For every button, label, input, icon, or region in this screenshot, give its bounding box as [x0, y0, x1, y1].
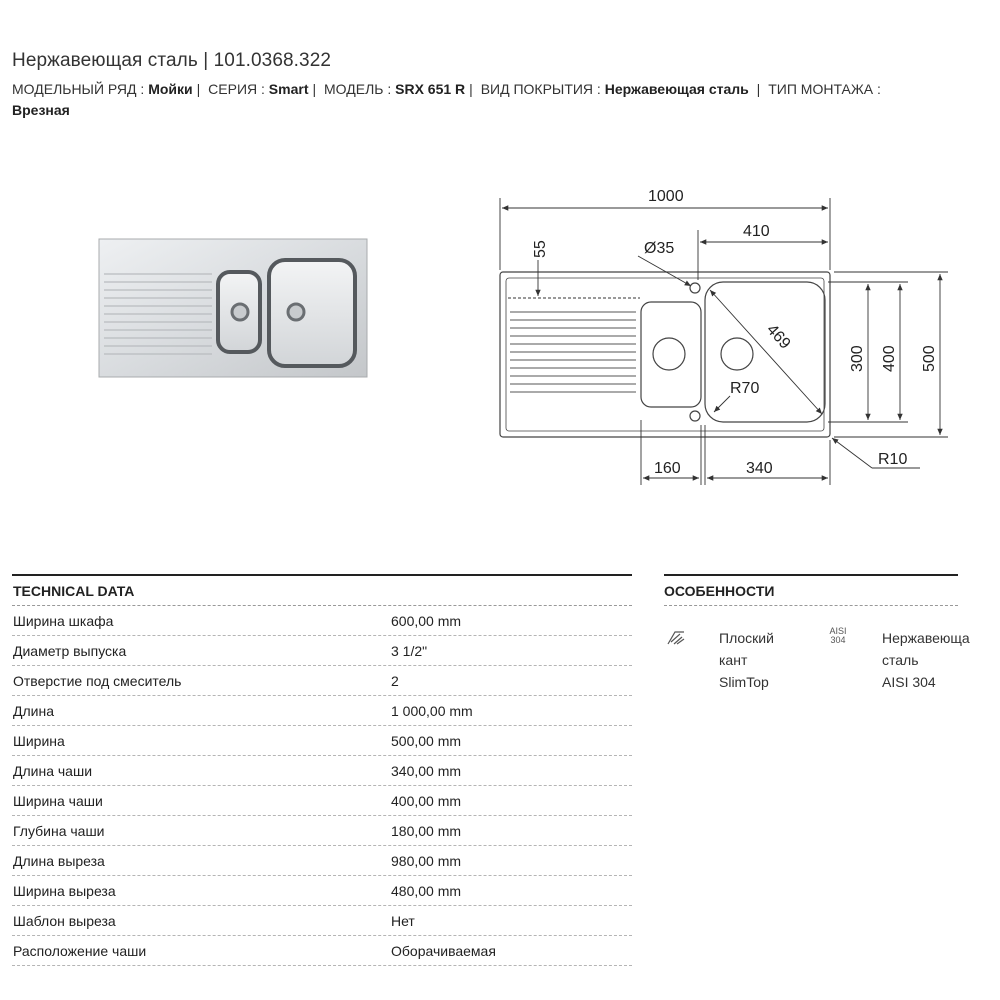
meta-finish-value: Нержавеющая сталь — [604, 81, 749, 97]
feature-aisi-304 — [882, 627, 976, 693]
dim-corner-radius: R10 — [878, 451, 908, 468]
dim-overall-width: 500 — [921, 345, 938, 372]
feature-slimtop — [719, 627, 774, 693]
row-label: Ширина чаши — [13, 792, 103, 809]
meta-line-label: СЕРИЯ : — [208, 81, 269, 97]
row-value: 500,00 mm — [391, 732, 462, 749]
table-row — [12, 606, 632, 636]
row-label: Глубина чаши — [13, 822, 105, 839]
meta-mount-label: ТИП МОНТАЖА : — [768, 81, 881, 97]
meta-mount-value: Врезная — [12, 102, 70, 118]
meta-series-value: Мойки — [148, 81, 193, 97]
technical-drawing — [488, 180, 958, 500]
technical-data-heading: TECHNICAL DATA — [12, 574, 632, 606]
dim-small-bowl-width: 160 — [654, 460, 681, 477]
table-row — [12, 756, 632, 786]
row-label: Ширина выреза — [13, 882, 116, 899]
row-value: 180,00 mm — [391, 822, 462, 839]
row-value: 3 1/2" — [391, 642, 428, 659]
large-drain — [721, 338, 753, 370]
small-bowl — [641, 302, 701, 407]
features-heading: ОСОБЕННОСТИ — [664, 574, 958, 606]
row-value: 2 — [391, 672, 399, 689]
row-value: 1 000,00 mm — [391, 702, 473, 719]
row-label: Длина выреза — [13, 852, 105, 869]
table-row — [12, 726, 632, 756]
meta-series-label: МОДЕЛЬНЫЙ РЯД : — [12, 81, 149, 97]
row-value: 980,00 mm — [391, 852, 462, 869]
tap-hole-top — [690, 283, 700, 293]
sink-outline — [500, 272, 830, 437]
row-label: Расположение чаши — [13, 942, 147, 959]
row-label: Длина чаши — [13, 762, 93, 779]
feature-line: сталь — [882, 652, 919, 668]
small-drain — [653, 338, 685, 370]
feature-line: кант — [719, 652, 748, 668]
row-label: Ширина шкафа — [13, 612, 114, 629]
row-label: Шаблон выреза — [13, 912, 116, 929]
sink-inner-outline — [506, 278, 824, 431]
dim-diagonal: 469 — [763, 321, 794, 353]
row-value: Нет — [391, 912, 415, 929]
row-value: Оборачиваемая — [391, 942, 496, 959]
dim-large-bowl-width: 340 — [746, 460, 773, 477]
feature-line: SlimTop — [719, 674, 769, 690]
table-row — [12, 636, 632, 666]
features-section — [664, 574, 958, 606]
feature-line: AISI 304 — [882, 674, 936, 690]
aisi-icon-text: AISI — [829, 626, 847, 636]
row-label: Ширина — [13, 732, 65, 749]
table-row — [12, 876, 632, 906]
meta-finish-label: ВИД ПОКРЫТИЯ : — [480, 81, 605, 97]
slimtop-edge-icon — [666, 630, 686, 646]
table-row — [12, 906, 632, 936]
dim-top-offset: 55 — [532, 240, 549, 258]
page-title: Нержавеющая сталь | 101.0368.322 — [12, 50, 332, 71]
table-row — [12, 696, 632, 726]
sink-photo — [98, 238, 370, 380]
feature-line: Плоский — [719, 630, 774, 646]
product-meta: МОДЕЛЬНЫЙ РЯД : Мойки | СЕРИЯ : Smart | МОДЕЛЬ : SRX 651 R | ВИД ПОКРЫТИЯ : Нержавеющая сталь | ТИП МОНТАЖА : Врезная — [12, 81, 881, 118]
table-row — [12, 936, 632, 966]
table-row — [12, 666, 632, 696]
dim-inner-height: 400 — [881, 345, 898, 372]
table-row — [12, 786, 632, 816]
tap-hole-bottom — [690, 411, 700, 421]
row-label: Длина — [13, 702, 54, 719]
row-label: Диаметр выпуска — [13, 642, 127, 659]
aisi-304-icon — [828, 627, 848, 645]
dim-bowl-offset: 410 — [743, 223, 770, 240]
aisi-icon-number: 304 — [830, 635, 846, 645]
dim-bowl-height: 300 — [849, 345, 866, 372]
meta-model-label: МОДЕЛЬ : — [324, 81, 396, 97]
table-row — [12, 846, 632, 876]
row-value: 400,00 mm — [391, 792, 462, 809]
row-value: 340,00 mm — [391, 762, 462, 779]
meta-model-value: SRX 651 R — [395, 81, 466, 97]
dim-bowl-radius: R70 — [730, 380, 760, 397]
row-label: Отверстие под смеситель — [13, 672, 182, 689]
feature-line: Нержавеюща — [882, 630, 970, 646]
meta-line-value: Smart — [268, 81, 309, 97]
dim-overall-length: 1000 — [648, 188, 684, 205]
table-row — [12, 816, 632, 846]
large-bowl — [705, 282, 825, 422]
technical-data-table — [12, 574, 632, 966]
row-value: 600,00 mm — [391, 612, 462, 629]
row-value: 480,00 mm — [391, 882, 462, 899]
dim-tap-hole: Ø35 — [644, 240, 675, 257]
